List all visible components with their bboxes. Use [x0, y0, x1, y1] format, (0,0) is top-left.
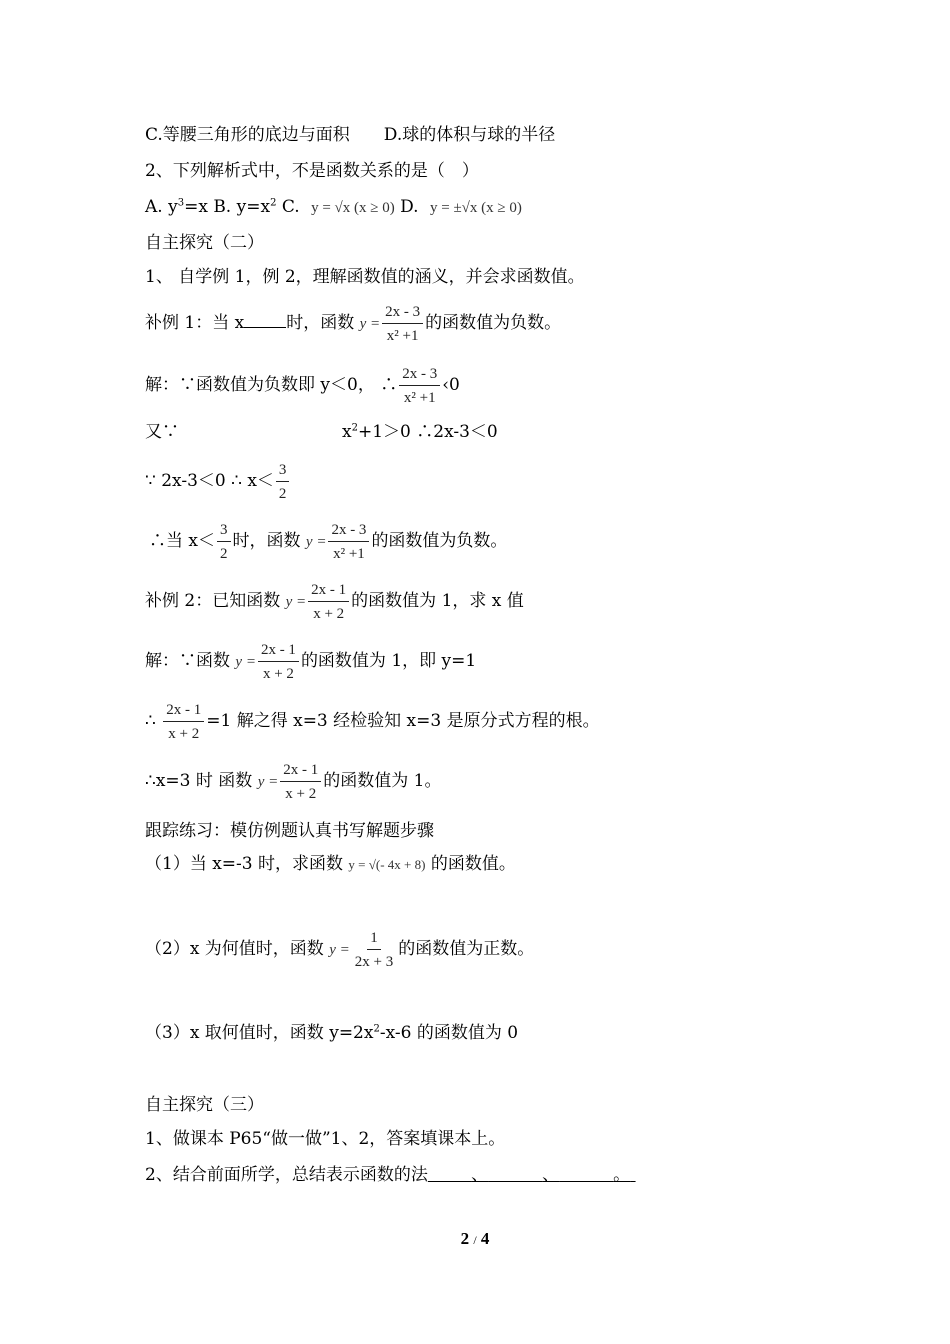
tracking-practice-heading: 跟踪练习：模仿例题认真书写解题步骤 — [145, 821, 434, 841]
q3-tail: -x-6 的函数值为 0 — [379, 1023, 519, 1043]
therefore-lead: ∴当 x＜ — [149, 531, 215, 551]
q1-lead: （1）当 x=-3 时，求函数 — [145, 854, 344, 874]
page-number: 2 / 4 — [460, 1229, 490, 1248]
q3-exp: 2 — [373, 1023, 380, 1035]
because-text: ∵ 2x-3＜0 ∴ x＜ — [145, 471, 274, 491]
because-line — [145, 458, 291, 504]
solution-2-lead: 解：∵函数 — [145, 651, 230, 671]
y-eq: y = — [285, 594, 307, 610]
example-1 — [145, 300, 561, 347]
again-line — [145, 421, 498, 443]
fraction-2x-1: $\frac{2x - 1}{x + 2}$ — [163, 701, 204, 743]
q2-lead: （2）x 为何值时，函数 — [145, 939, 324, 959]
example-2-tail: 的函数值为 1，求 x 值 — [351, 591, 524, 611]
fraction-2x-3: $\frac{2x - 3}{\text{x² +1}}$ — [399, 365, 440, 407]
task-1: 1、做课本 P65“做一做”1、2，答案填课本上。 — [145, 1129, 506, 1149]
q1-tail: 的函数值。 — [430, 854, 516, 874]
exp-2: 2 — [270, 197, 277, 209]
solution-2 — [145, 638, 476, 685]
again-expression: $x^2+1>0$ ∴2x-3＜0 — [342, 422, 498, 442]
exp-3: 3 — [177, 197, 185, 209]
practice-q2 — [145, 926, 534, 973]
option-d-formula: y = ±√x (x ≥ 0) — [429, 200, 522, 216]
conclusion-line — [145, 758, 441, 805]
equation-solution: =1 解之得 x=3 经检验知 x=3 是原分式方程的根。 — [206, 711, 600, 731]
conclusion-lead: ∴x=3 时 函数 — [145, 771, 253, 791]
fraction-2x-3: $\frac{2x - 3}{\text{x² +1}}$ — [328, 521, 369, 563]
fraction-2x-1: $\frac{2x - 1}{x + 2}$ — [308, 581, 349, 623]
q2-tail: 的函数值为正数。 — [398, 939, 535, 959]
example-2 — [145, 578, 524, 625]
example-1-tail: 的函数值为负数。 — [425, 313, 562, 333]
solution-1-lead: 解：∵函数值为负数即 y＜0， ∴ — [145, 375, 398, 395]
y-eq: y = — [305, 534, 327, 550]
fraction-2x-1: $\frac{2x - 1}{x + 2}$ — [280, 761, 321, 803]
y-eq: y = — [329, 942, 350, 958]
option-c-label: C. — [276, 197, 300, 217]
answer-blank — [244, 313, 286, 328]
option-line-cd: C.等腰三角形的底边与面积 D.球的体积与球的半径 — [145, 125, 556, 145]
practice-q1 — [145, 853, 516, 876]
therefore-tail: 的函数值为负数。 — [371, 531, 508, 551]
practice-q3 — [145, 1022, 518, 1044]
q3-lead: （3）x 取何值时，函数 y=2x — [145, 1023, 374, 1043]
y-eq: y = — [257, 774, 279, 790]
solution-2-tail: 的函数值为 1，即 y=1 — [300, 651, 477, 671]
options-line-2 — [145, 196, 522, 219]
instruction-1: 1、 自学例 1，例 2，理解函数值的涵义，并会求函数值。 — [145, 267, 585, 287]
example-2-lead: 补例 2：已知函数 — [145, 591, 281, 611]
option-c-formula: y = √x (x ≥ 0) — [311, 200, 395, 216]
section-heading-2: 自主探究（二） — [145, 233, 264, 253]
q1-formula: y = √(- 4x + 8) — [348, 857, 426, 872]
solution-1 — [145, 362, 460, 408]
task-2-blanks: 、 、 。 — [471, 1165, 631, 1185]
task-2-lead: 2、结合前面所学，总结表示函数的法 — [145, 1165, 428, 1185]
fraction-three-halves: $\frac{3}{2}$ — [276, 461, 290, 503]
option-d-label: D. — [400, 197, 419, 217]
y-eq: y = — [359, 316, 381, 332]
therefore-symbol: ∴ — [145, 711, 156, 731]
example-1-lead: 补例 1：当 x — [145, 313, 245, 333]
example-1-func-label: 时，函数 — [286, 313, 355, 333]
equation-line — [145, 698, 600, 744]
option-a: A. y — [145, 197, 178, 217]
option-b: =x B. y=x — [184, 197, 271, 217]
fraction-2x-3: $\frac{2x - 3}{\text{x² +1}}$ — [382, 303, 423, 345]
therefore-line — [149, 518, 507, 565]
fraction-1-over-2x3: $\frac{1}{2x + 3}$ — [354, 929, 394, 970]
again-label: 又∵ — [145, 422, 179, 442]
task-2 — [145, 1164, 636, 1186]
conclusion-tail: 的函数值为 1。 — [323, 771, 442, 791]
therefore-func-label: 时，函数 — [232, 531, 301, 551]
fraction-three-halves: $\frac{3}{2}$ — [217, 521, 231, 563]
question-2: 2、下列解析式中，不是函数关系的是（ ） — [145, 161, 479, 181]
fraction-2x-1: $\frac{2x - 1}{x + 2}$ — [258, 641, 299, 683]
section-heading-3: 自主探究（三） — [145, 1095, 264, 1115]
solution-1-tail: ‹0 — [442, 375, 460, 395]
y-eq: y = — [235, 654, 256, 670]
